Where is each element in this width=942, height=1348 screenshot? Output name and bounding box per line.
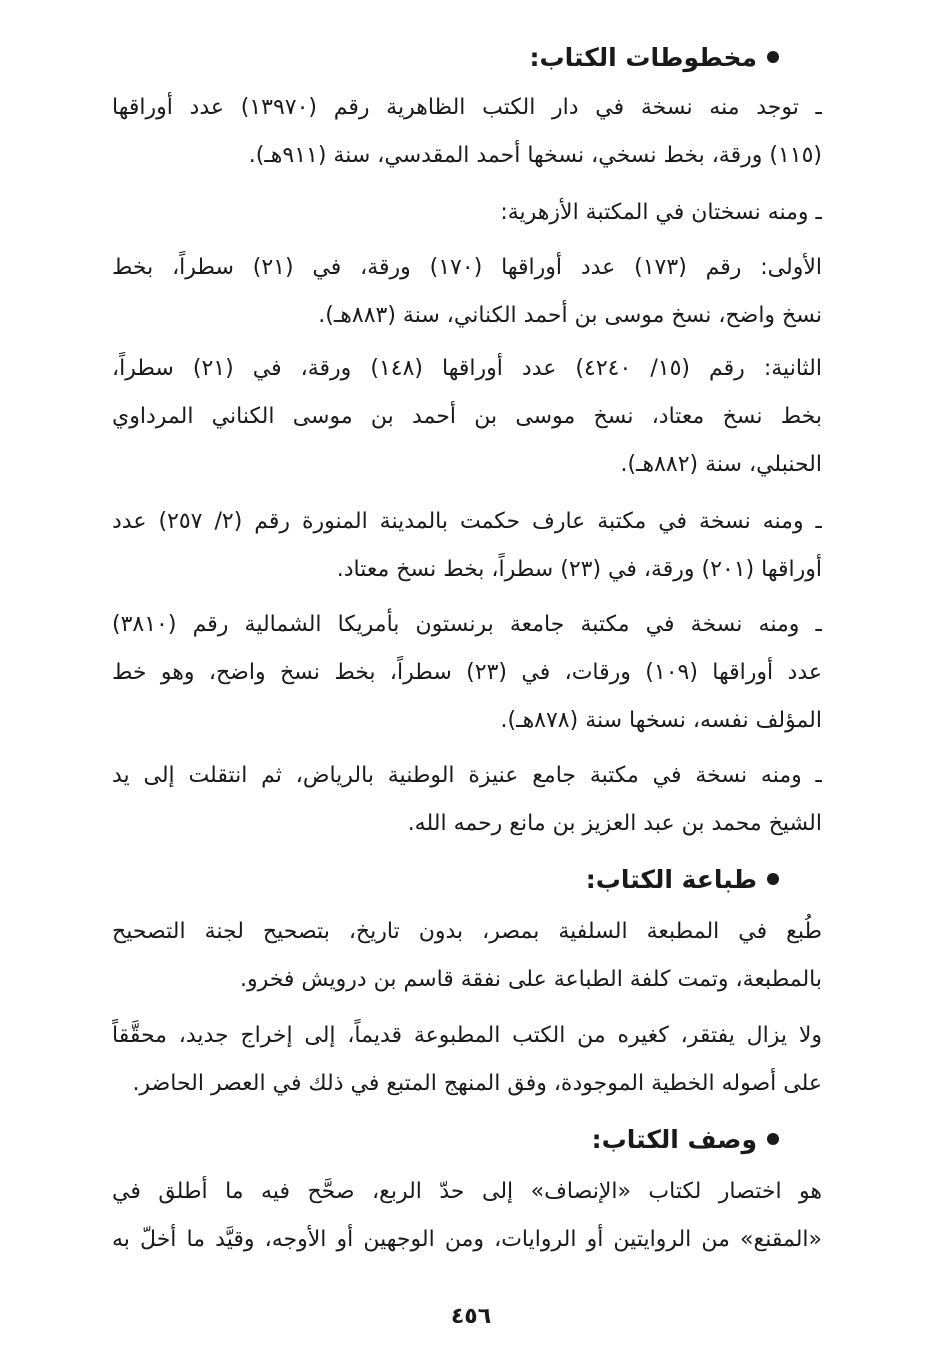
- paragraph-arif-hikmat-copy: [112, 498, 822, 594]
- text-line: ولا يزال يفتقر، كغيره من الكتب المطبوعة قديماً، إلى إخراج جديد، محقَّقاً: [112, 1023, 822, 1048]
- paragraph-unaizah-copy: [112, 752, 822, 848]
- paragraph-second-copy: [112, 345, 822, 489]
- page-number: ٤٥٦: [450, 1304, 492, 1329]
- text-line: طُبع في المطبعة السلفية بمصر، بدون تاريخ، بتصحيح لجنة التصحيح: [112, 919, 822, 944]
- text-line: الأولى: رقم (١٧٣) عدد أوراقها (١٧٠) ورقة، في (٢١) سطراً، بخط: [112, 255, 822, 280]
- section-heading-printing: طباعة الكتاب:: [586, 856, 779, 904]
- text-line: (١١٥) ورقة، بخط نسخي، نسخها أحمد المقدسي، سنة (٩١١هـ).: [248, 143, 822, 168]
- text-line: المؤلف نفسه، نسخها سنة (٨٧٨هـ).: [500, 708, 822, 733]
- text-line: ـ ومنه نسخة في مكتبة جامعة برنستون بأمريكا الشمالية رقم (٣٨١٠): [112, 612, 822, 637]
- paragraph-printing-need: [112, 1012, 822, 1108]
- paragraph-first-copy: [112, 244, 822, 340]
- text-line: «المقنع» من الروايتين أو الروايات، ومن الوجهين أو الأوجه، وقيَّد ما أخلّ به: [112, 1227, 822, 1252]
- bullet-icon: [767, 51, 779, 63]
- text-line: نسخ واضح، نسخ موسى بن أحمد الكناني، سنة (٨٨٣هـ).: [318, 303, 822, 328]
- text-line: أوراقها (٢٠١) ورقة، في (٢٣) سطراً، بخط نسخ معتاد.: [336, 557, 822, 582]
- paragraph-printing-info: [112, 908, 822, 1004]
- text-line: ـ ومنه نسخة في مكتبة عارف حكمت بالمدينة المنورة رقم (٢/ ٢٥٧) عدد: [112, 509, 822, 534]
- paragraph-azhar-copies: [112, 189, 822, 237]
- section-heading-manuscripts: مخطوطات الكتاب:: [530, 34, 780, 82]
- text-line: الحنبلي، سنة (٨٨٢هـ).: [620, 452, 822, 477]
- paragraph-description: [112, 1168, 822, 1264]
- text-line: ـ ومنه نسخة في مكتبة جامع عنيزة الوطنية بالرياض، ثم انتقلت إلى يد: [112, 763, 822, 788]
- text-line: ـ ومنه نسختان في المكتبة الأزهرية:: [500, 200, 822, 225]
- text-line: هو اختصار لكتاب «الإنصاف» إلى حدّ الربع، صحَّح فيه ما أطلق في: [112, 1179, 822, 1204]
- text-line: عدد أوراقها (١٠٩) ورقات، في (٢٣) سطراً، بخط نسخ واضح، وهو خط: [112, 660, 822, 685]
- text-line: الشيخ محمد بن عبد العزيز بن مانع رحمه الله.: [407, 811, 822, 836]
- section-heading-description: وصف الكتاب:: [592, 1116, 779, 1164]
- text-line: الثانية: رقم (١٥/ ٤٢٤٠) عدد أوراقها (١٤٨) ورقة، في (٢١) سطراً،: [112, 356, 822, 381]
- text-line: بالمطبعة، وتمت كلفة الطباعة على نفقة قاسم بن درويش فخرو.: [239, 967, 822, 992]
- text-line: بخط نسخ معتاد، نسخ موسى بن أحمد بن موسى الكناني المرداوي: [112, 404, 822, 429]
- paragraph-zahiriyya-copy: [112, 84, 822, 180]
- bullet-icon: [767, 873, 779, 885]
- text-line: على أصوله الخطية الموجودة، وفق المنهج المتبع في ذلك في العصر الحاضر.: [132, 1071, 822, 1096]
- paragraph-princeton-copy: [112, 601, 822, 745]
- text-line: ـ توجد منه نسخة في دار الكتب الظاهرية رقم (١٣٩٧٠) عدد أوراقها: [112, 95, 822, 120]
- bullet-icon: [767, 1133, 779, 1145]
